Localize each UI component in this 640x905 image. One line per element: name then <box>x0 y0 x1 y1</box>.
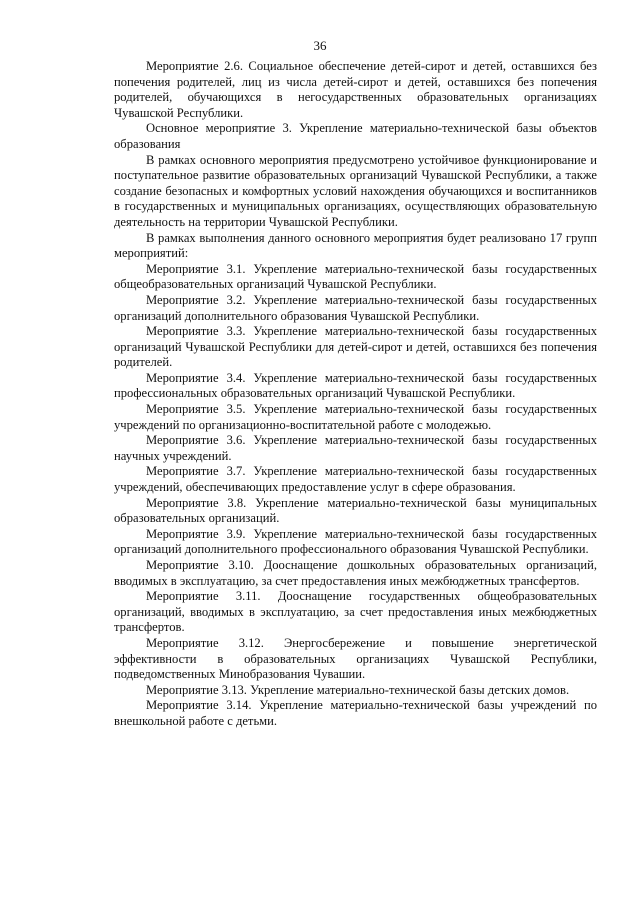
paragraph: Мероприятие 3.4. Укрепление материально-технической базы государственных профессиональных образовательных организаций Чувашской Республики. <box>114 370 597 401</box>
paragraph: Мероприятие 3.2. Укрепление материально-технической базы государственных организаций дополнительного образования Чувашской Республики. <box>114 292 597 323</box>
paragraph: Мероприятие 3.14. Укрепление материально-технической базы учреждений по внешкольной работе с детьми. <box>114 698 597 728</box>
paragraph: Мероприятие 3.7. Укрепление материально-технической базы государственных учреждений, обеспечивающих предоставление услуг в сфере образования. <box>114 464 597 495</box>
paragraph: Основное мероприятие 3. Укрепление материально-технической базы объектов образования <box>114 121 597 151</box>
document-body <box>114 59 597 730</box>
paragraph: Мероприятие 3.10. Дооснащение дошкольных образовательных организаций, вводимых в эксплуатацию, за счет предоставления иных межбюджетных трансфертов. <box>114 558 597 588</box>
paragraph: Мероприятие 3.8. Укрепление материально-технической базы муниципальных образовательных организаций. <box>114 495 597 526</box>
paragraph: Мероприятие 3.9. Укрепление материально-технической базы государственных организаций дополнительного профессионального образования Чувашской Республики. <box>114 526 597 557</box>
paragraph: В рамках основного мероприятия предусмотрено устойчивое функционирование и поступательное развитие образовательных организаций Чувашской Республики, а также создание безопасных и комфортных условий нахождения обучающихся и воспитанников в государственных и муниципальных организациях, осуществляющих образовательную деятельность на территории Чувашской Республики. <box>114 152 597 229</box>
paragraph: Мероприятие 3.1. Укрепление материально-технической базы государственных общеобразовательных организаций Чувашской Республики. <box>114 261 597 292</box>
paragraph: Мероприятие 2.6. Социальное обеспечение детей-сирот и детей, оставшихся без попечения родителей, лиц из числа детей-сирот и детей, оставшихся без попечения родителей, обучающихся в негосударственных образовательных организациях Чувашской Республики. <box>114 59 597 120</box>
paragraph: Мероприятие 3.5. Укрепление материально-технической базы государственных учреждений по организационно-воспитательной работе с молодежью. <box>114 402 597 432</box>
paragraph: Мероприятие 3.3. Укрепление материально-технической базы государственных организаций Чувашской Республики для детей-сирот и детей, оставшихся без попечения родителей. <box>114 324 597 370</box>
paragraph: В рамках выполнения данного основного мероприятия будет реализовано 17 групп мероприятий: <box>114 230 597 261</box>
page-number: 36 <box>313 38 327 53</box>
paragraph: Мероприятие 3.11. Дооснащение государственных общеобразовательных организаций, вводимых в эксплуатацию, за счет предоставления иных межбюджетных трансфертов. <box>114 589 597 635</box>
paragraph: Мероприятие 3.12. Энергосбережение и повышение энергетической эффективности в образовательных организациях Чувашской Республики, подведомственных Минобразования Чувашии. <box>114 635 597 682</box>
paragraph: Мероприятие 3.13. Укрепление материально-технической базы детских домов. <box>146 682 570 697</box>
paragraph: Мероприятие 3.6. Укрепление материально-технической базы государственных научных учреждений. <box>114 433 597 463</box>
